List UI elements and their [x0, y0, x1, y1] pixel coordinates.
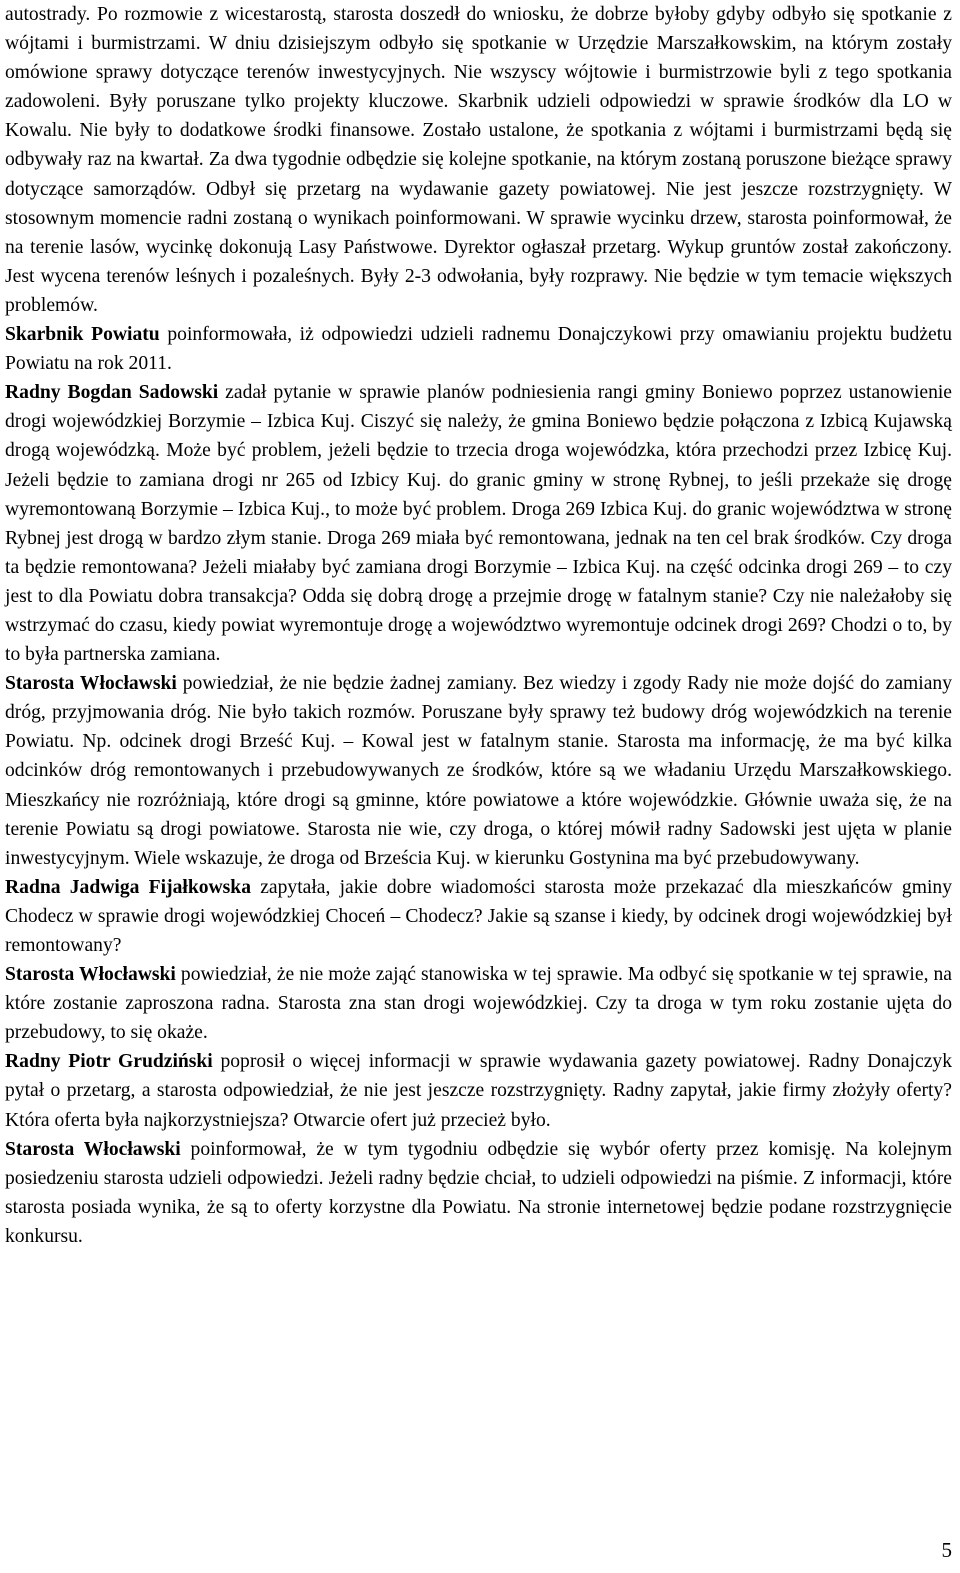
paragraph: [5, 1135, 952, 1251]
speaker-name: Radny Bogdan Sadowski: [5, 382, 219, 404]
paragraph-text: powiedział, że nie może zająć stanowiska w tej sprawie. Ma odbyć się spotkanie w tej sprawie, na które zostanie zaproszona radna. Starosta zna stan drogi wojewódzkiej. Czy ta droga w tym roku zostanie ujęta do przebudowy, to się okaże.: [5, 964, 952, 1044]
page-number: 5: [941, 1538, 952, 1562]
paragraph-text: poinformowała, iż odpowiedzi udzieli radnemu Donajczykowi przy omawianiu projektu budżetu Powiatu na rok 2011.: [5, 324, 952, 375]
paragraph: [5, 873, 952, 960]
paragraph-text: autostrady. Po rozmowie z wicestarostą, starosta doszedł do wniosku, że dobrze byłoby gdyby odbyło się spotkanie z wójtami i burmistrzami. W dniu dzisiejszym odbyło się spotkanie w Urzędzie Marszałkowskim, na którym zostały omówione sprawy dotyczące terenów inwestycyjnych. Nie wszyscy wójtowie i burmistrzowie byli z tego spotkania zadowoleni. Były poruszane tylko projekty kluczowe. Skarbnik udzieli odpowiedzi w sprawie środków dla LO w Kowalu. Nie były to dodatkowe środki finansowe. Zostało ustalone, że spotkania z wójtami i burmistrzami będą się odbywały raz na kwartał. Za dwa tygodnie odbędzie się kolejne spotkanie, na którym zostaną poruszone bieżące sprawy dotyczące samorządów. Odbył się przetarg na wydawanie gazety powiatowej. Nie jest jeszcze rozstrzygnięty. W stosownym momencie radni zostaną o wynikach poinformowani. W sprawie wycinku drzew, starosta poinformował, że na terenie lasów, wycinkę dokonują Lasy Państwowe. Dyrektor ogłaszał przetarg. Wykup gruntów został zakończony. Jest wycena terenów leśnych i pozaleśnych. Były 2-3 odwołania, były rozprawy. Nie będzie w tym temacie większych problemów.: [5, 4, 952, 316]
paragraph: [5, 320, 952, 378]
paragraph-text: zapytała, jakie dobre wiadomości starosta może przekazać dla mieszkańców gminy Chodecz w sprawie drogi wojewódzkiej Choceń – Chodecz? Jakie są szanse i kiedy, by odcinek drogi wojewódzkiej był remontowany?: [5, 876, 952, 956]
paragraph: [5, 1047, 952, 1134]
paragraph: [5, 378, 952, 669]
speaker-name: Radny Piotr Grudziński: [5, 1051, 213, 1073]
document-body: [5, 0, 952, 1251]
paragraph: [5, 669, 952, 873]
paragraph-text: poinformował, że w tym tygodniu odbędzie się wybór oferty przez komisję. Na kolejnym posiedzeniu starosta udzieli odpowiedzi. Jeżeli radny będzie chciał, to udzieli odpowiedzi na piśmie. Z informacji, które starosta posiada wynika, że są to oferty korzystne dla Powiatu. Na stronie internetowej będzie podane rozstrzygnięcie konkursu.: [5, 1138, 952, 1247]
speaker-name: Starosta Włocławski: [5, 1138, 181, 1160]
speaker-name: Radna Jadwiga Fijałkowska: [5, 876, 251, 898]
paragraph: [5, 0, 952, 320]
speaker-name: Starosta Włocławski: [5, 964, 176, 986]
paragraph-text: poprosił o więcej informacji w sprawie wydawania gazety powiatowej. Radny Donajczyk pytał o przetarg, a starosta odpowiedział, że nie jest jeszcze rozstrzygnięty. Radny zapytał, jakie firmy złożyły oferty? Która oferta była najkorzystniejsza? Otwarcie ofert już przecież było.: [5, 1051, 952, 1131]
paragraph: [5, 960, 952, 1047]
speaker-name: Skarbnik Powiatu: [5, 324, 160, 346]
paragraph-text: zadał pytanie w sprawie planów podniesienia rangi gminy Boniewo poprzez ustanowienie drogi wojewódzkiej Borzymie – Izbica Kuj. Ciszyć się należy, że gmina Boniewo będzie połączona z Izbicą Kujawską drogą wojewódzką. Może być problem, jeżeli będzie to trzecia droga wojewódzka, która przechodzi przez Izbicę Kuj. Jeżeli będzie to zamiana drogi nr 265 od Izbicy Kuj. do granic gminy w stronę Rybnej, to jeśli przekaże się drogę wyremontowaną Borzymie – Izbica Kuj., to może być problem. Droga 269 Izbica Kuj. do granic województwa w stronę Rybnej jest drogą w bardzo złym stanie. Droga 269 miała być remontowana, jednak na ten cel brak środków. Czy droga ta będzie remontowana? Jeżeli miałaby być zamiana drogi Borzymie – Izbica Kuj. na część odcinka drogi 269 – to czy jest to dla Powiatu dobra transakcja? Odda się dobrą drogę a przejmie drogę w fatalnym stanie? Czy nie należałoby się wstrzymać do czasu, kiedy powiat wyremontuje drogę a województwo wyremontuje odcinek drogi 269? Chodzi o to, by to była partnerska zamiana.: [5, 382, 953, 666]
paragraph-text: powiedział, że nie będzie żadnej zamiany. Bez wiedzy i zgody Rady nie może dojść do zamiany dróg, przyjmowania dróg. Nie było takich rozmów. Poruszane były sprawy też budowy dróg wojewódzkich na terenie Powiatu. Np. odcinek drogi Brześć Kuj. – Kowal jest w fatalnym stanie. Starosta ma informację, że ma być kilka odcinków dróg remontowanych i przebudowywanych ze środków, które są we władaniu Urzędu Marszałkowskiego. Mieszkańcy nie rozróżniają, które drogi są gminne, które powiatowe a które wojewódzkie. Głównie uważa się, że na terenie Powiatu są drogi powiatowe. Starosta nie wie, czy droga, o której mówił radny Sadowski jest ujęta w planie inwestycyjnym. Wiele wskazuje, że droga od Brześcia Kuj. w kierunku Gostynina ma być przebudowywany.: [5, 673, 952, 869]
speaker-name: Starosta Włocławski: [5, 673, 177, 695]
